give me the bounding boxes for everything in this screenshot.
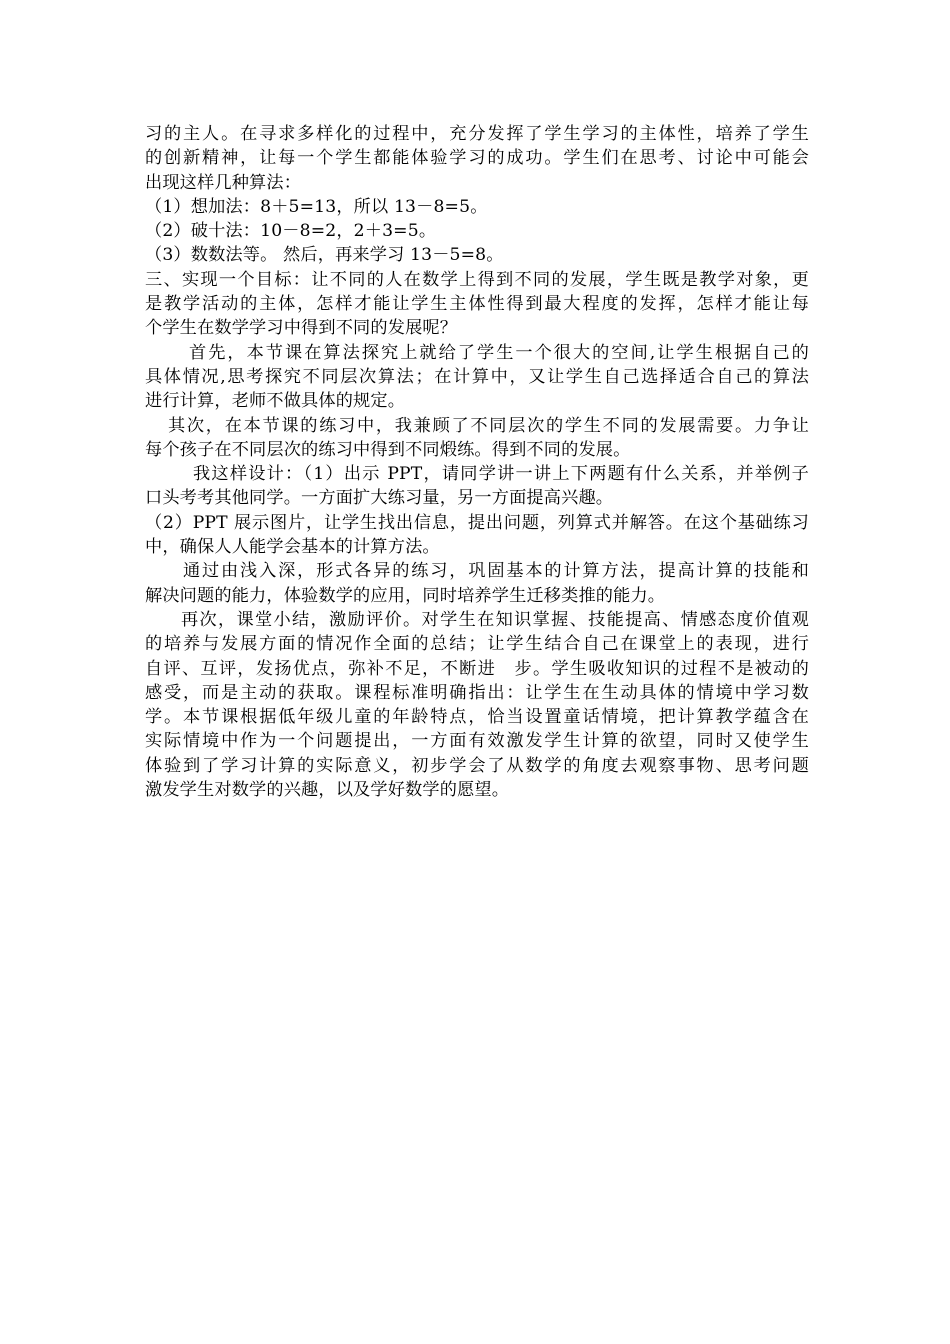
text-line: （1）想加法：8＋5=13，所以 13－8=5。 — [145, 196, 488, 217]
text-line: 再次，课堂小结，激励评价。对学生在知识掌握、技能提高、情感态度价值观 — [181, 609, 809, 630]
text-line: 我这样设计：（1）出示 PPT，请同学讲一讲上下两题有什么关系，并举例子 — [193, 464, 809, 485]
text-line: 的培养与发展方面的情况作全面的总结；让学生结合自己在课堂上的表现，进行 — [145, 634, 809, 655]
text-line: 解决问题的能力，体验数学的应用，同时培养学生迁移类推的能力。 — [145, 585, 666, 606]
text-line: 个学生在数学学习中得到不同的发展呢？ — [145, 318, 458, 339]
text-line: 其次，在本节课的练习中，我兼顾了不同层次的学生不同的发展需要。力争让 — [168, 415, 809, 436]
text-line: 的创新精神，让每一个学生都能体验学习的成功。学生们在思考、讨论中可能会 — [145, 148, 809, 169]
text-line: 实际情境中作为一个问题提出，一方面有效激发学生计算的欲望，同时又使学生 — [145, 731, 809, 752]
text-line: 自评、互评，发扬优点，弥补不足，不断进 步。学生吸收知识的过程不是被动的 — [145, 658, 809, 679]
text-line: 每个孩子在不同层次的练习中得到不同煅练。得到不同的发展。 — [145, 439, 631, 460]
text-line: （2）PPT 展示图片，让学生找出信息，提出问题，列算式并解答。在这个基础练习 — [145, 512, 809, 533]
document-body — [145, 122, 809, 802]
text-line: 通过由浅入深，形式各异的练习，巩固基本的计算方法，提高计算的技能和 — [183, 561, 809, 582]
text-line: 中，确保人人能学会基本的计算方法。 — [145, 537, 440, 558]
text-line: 具体情况,思考探究不同层次算法；在计算中，又让学生自己选择适合自己的算法 — [145, 366, 809, 387]
text-line: 进行计算，老师不做具体的规定。 — [145, 391, 406, 412]
text-line: 三、实现一个目标：让不同的人在数学上得到不同的发展，学生既是教学对象，更 — [145, 269, 809, 290]
text-line: 是教学活动的主体，怎样才能让学生主体性得到最大程度的发挥，怎样才能让每 — [145, 294, 809, 315]
text-line: 体验到了学习计算的实际意义，初步学会了从数学的角度去观察事物、思考问题 — [145, 755, 809, 776]
text-line: 激发学生对数学的兴趣，以及学好数学的愿望。 — [145, 780, 510, 801]
text-line: 首先，本节课在算法探究上就给了学生一个很大的空间,让学生根据自己的 — [189, 342, 809, 363]
text-line: 出现这样几种算法： — [145, 172, 302, 193]
text-line: 感受，而是主动的获取。课程标准明确指出：让学生在生动具体的情境中学习数 — [145, 682, 809, 703]
text-line: 口头考考其他同学。一方面扩大练习量，另一方面提高兴趣。 — [145, 488, 614, 509]
text-line: 习的主人。在寻求多样化的过程中，充分发挥了学生学习的主体性，培养了学生 — [145, 124, 809, 144]
text-line: （2）破十法：10－8=2，2＋3=5。 — [145, 221, 437, 242]
text-line: （3）数数法等。 然后，再来学习 13－5=8。 — [145, 245, 504, 266]
text-line: 学。本节课根据低年级儿童的年龄特点，恰当设置童话情境，把计算教学蕴含在 — [145, 707, 809, 728]
